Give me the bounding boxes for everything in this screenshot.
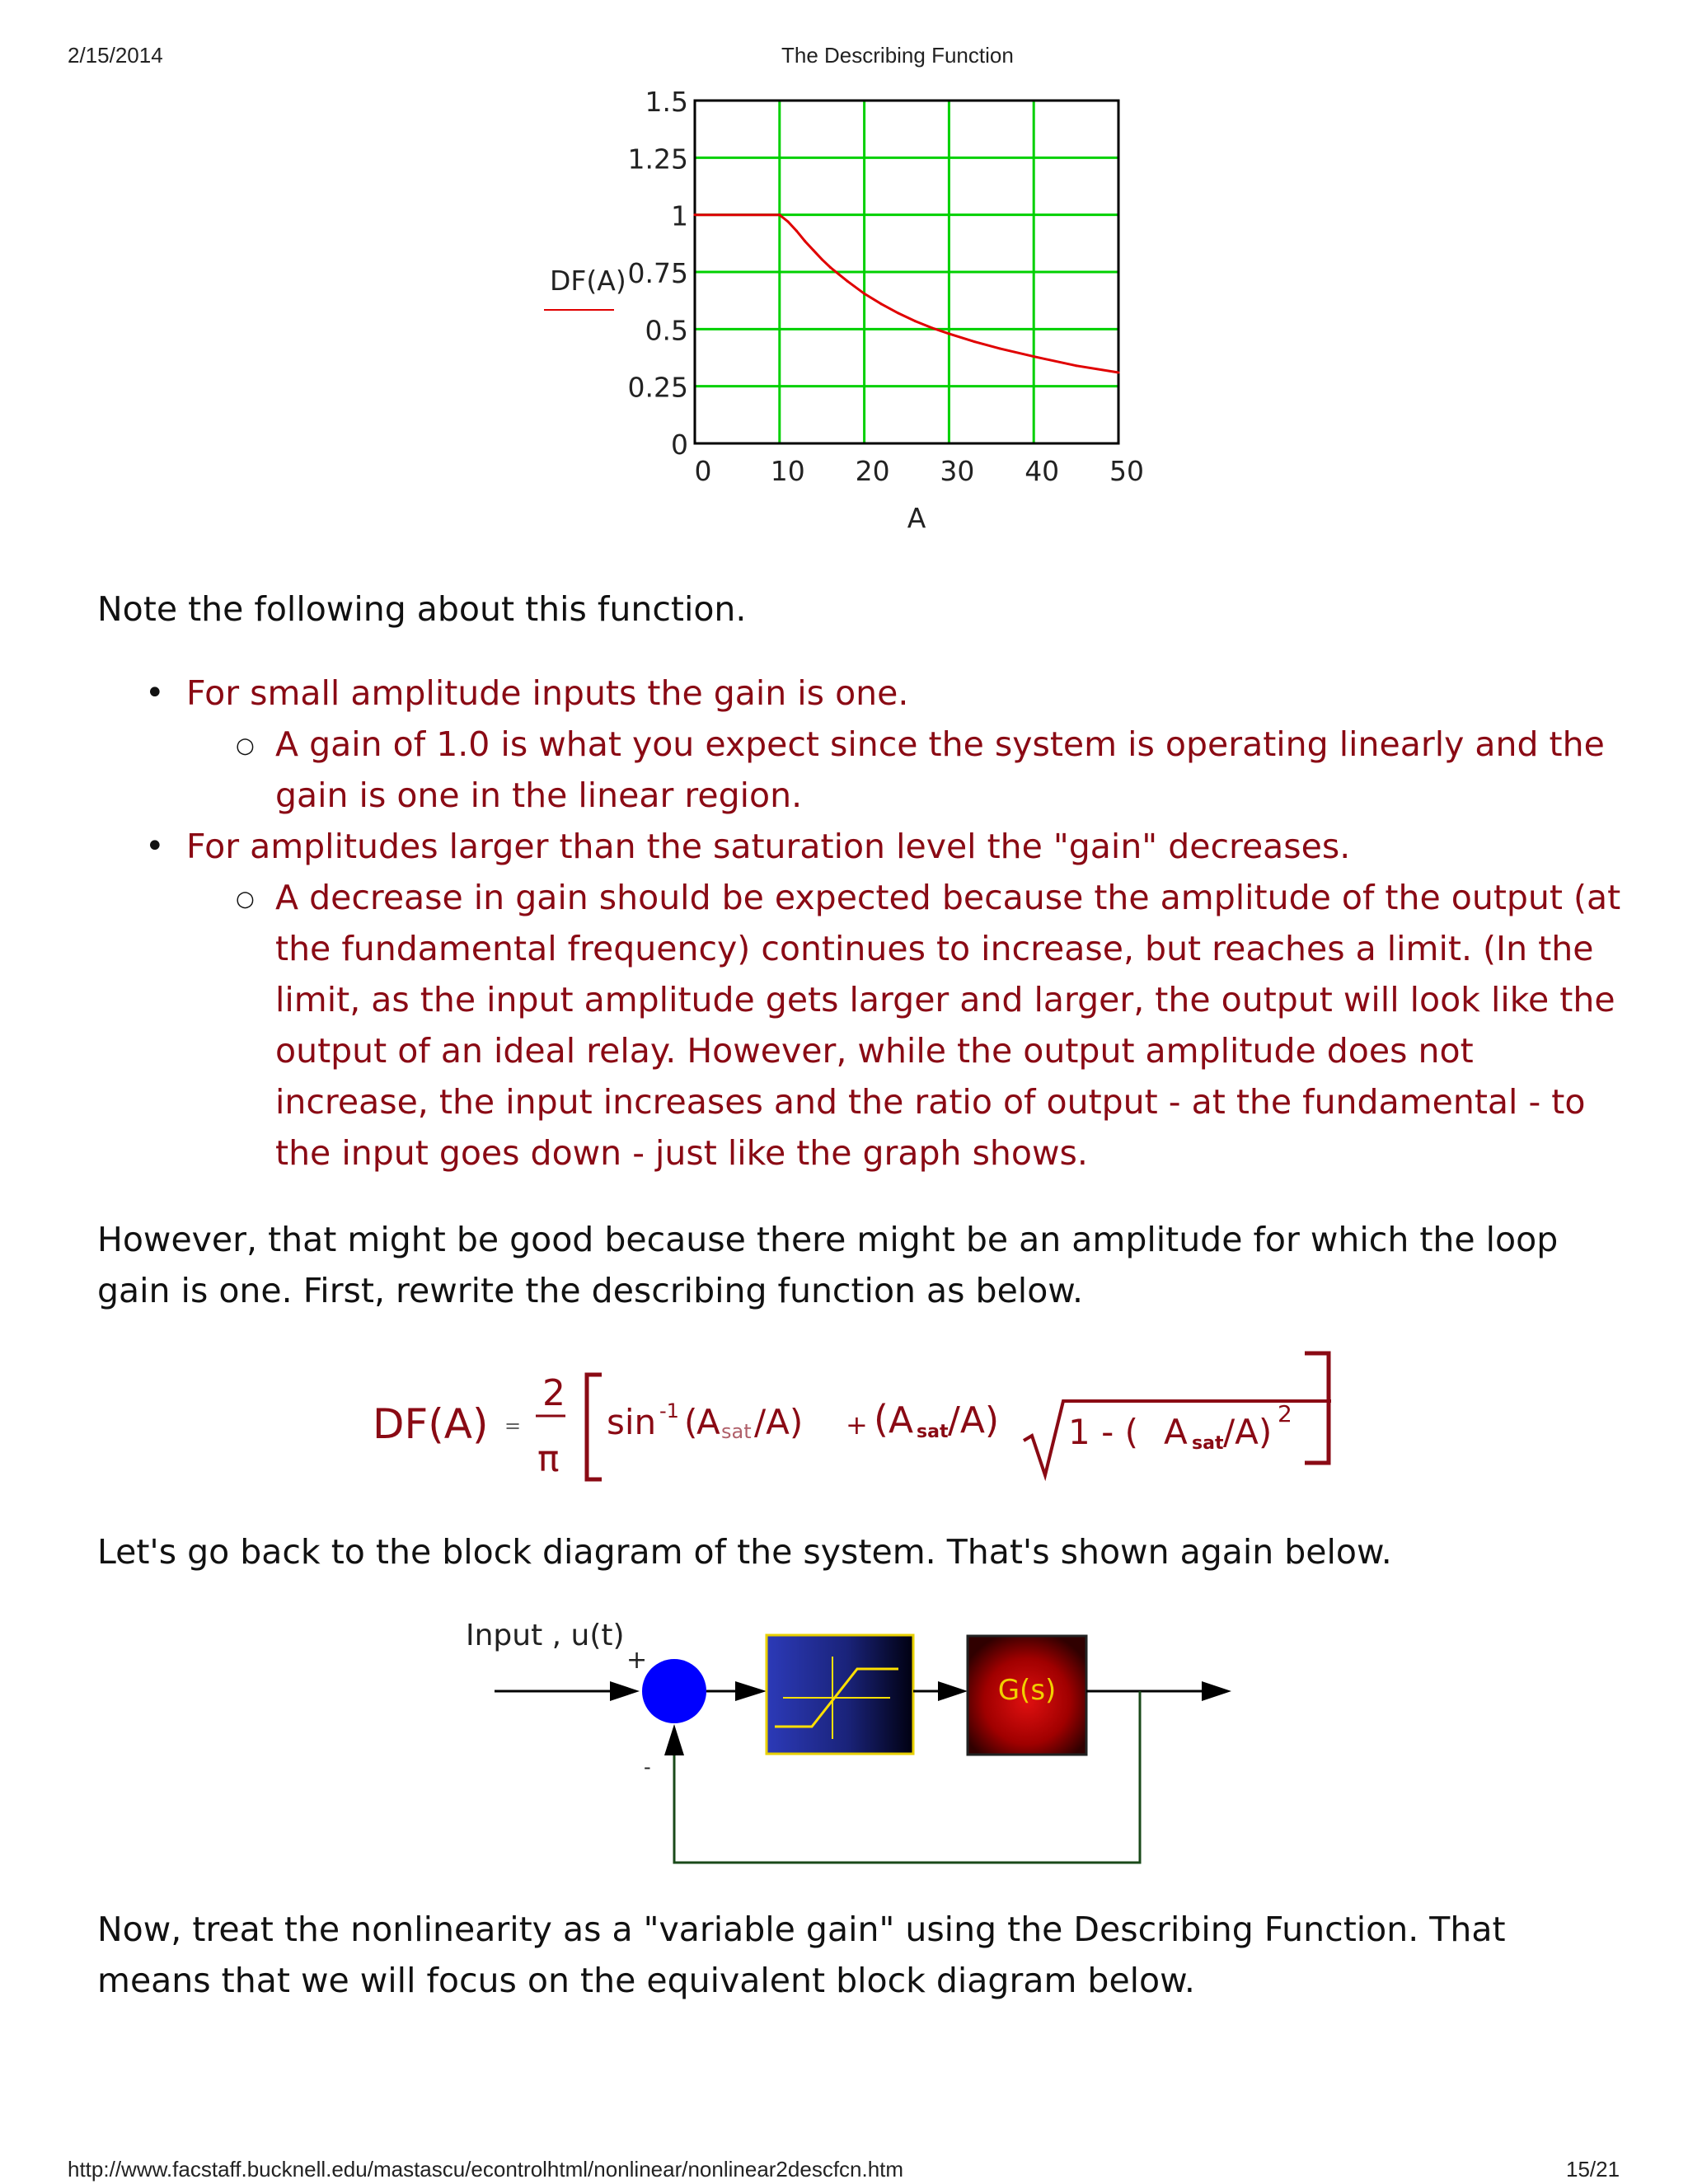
header-date: 2/15/2014 <box>68 43 163 68</box>
equation-a: A <box>889 1399 914 1441</box>
intro-text: Note the following about this function. <box>97 589 747 629</box>
data-point <box>821 258 823 260</box>
x-axis-label: A <box>907 502 926 534</box>
left-bracket <box>587 1375 602 1479</box>
data-point <box>795 230 798 232</box>
x-tick-label: 10 <box>770 455 805 487</box>
data-point <box>880 302 883 305</box>
data-point <box>999 347 1001 349</box>
input-label: Input , u(t) <box>466 1619 625 1652</box>
equation-sat-sub: sat <box>1192 1433 1224 1454</box>
input-arrowhead <box>610 1681 640 1701</box>
equation-lhs: DF(A) <box>373 1400 489 1448</box>
x-tick-label: 0 <box>694 455 712 487</box>
equation-over-a: /A) <box>948 1399 1000 1441</box>
describing-function-chart <box>528 82 1170 544</box>
data-point <box>829 266 832 269</box>
equation-one-minus: 1 - ( <box>1068 1412 1138 1452</box>
data-point <box>863 293 865 295</box>
y-tick-label: 1.5 <box>645 86 688 118</box>
summing-junction <box>642 1659 706 1723</box>
data-point <box>1033 355 1035 358</box>
however-paragraph: However, that might be good because there might be an amplitude for which the loop gain is one. First, rewrite the describing function as below. <box>97 1220 1559 1310</box>
block-diagram <box>462 1607 1245 1879</box>
list-item <box>186 872 1630 1179</box>
equation-over-a: /A) <box>754 1402 804 1442</box>
y-tick-label: 0 <box>671 429 688 461</box>
equation-plus: + <box>846 1409 868 1441</box>
data-point <box>914 320 917 322</box>
list-item <box>97 668 1630 821</box>
data-point <box>931 326 933 329</box>
plant-label: G(s) <box>997 1674 1057 1707</box>
plus-sign: + <box>626 1646 648 1675</box>
data-point <box>1075 364 1077 367</box>
data-point <box>812 249 814 251</box>
minus-sign: - <box>644 1755 651 1779</box>
bullet-text: For small amplitude inputs the gain is one. <box>186 673 909 713</box>
notes-list <box>97 668 1630 1179</box>
y-tick-label: 1.25 <box>627 143 688 176</box>
plant-input-arrowhead <box>938 1681 968 1701</box>
data-point <box>897 312 899 314</box>
x-tick-label: 40 <box>1025 455 1060 487</box>
data-point <box>778 213 781 216</box>
list-item <box>186 719 1630 821</box>
equation-over-a: /A) <box>1223 1412 1273 1452</box>
y-tick-label: 1 <box>671 199 688 232</box>
saturation-nonlinearity-block <box>767 1635 913 1754</box>
equation-numerator: 2 <box>542 1372 565 1414</box>
data-point <box>973 340 976 343</box>
equation-equals: = <box>504 1414 522 1437</box>
x-tick-label: 30 <box>940 455 975 487</box>
sub-bullet-text: A gain of 1.0 is what you expect since the system is operating linearly and the gain is one in the linear region. <box>275 724 1605 815</box>
data-point <box>804 240 806 242</box>
describing-function-equation <box>363 1339 1343 1488</box>
data-point <box>948 332 950 335</box>
header-title: The Describing Function <box>781 43 1014 68</box>
equation-a: A <box>1164 1412 1188 1452</box>
bullet-text: For amplitudes larger than the saturation level the "gain" decreases. <box>186 827 1351 866</box>
feedback-arrowhead <box>664 1724 684 1755</box>
block-diagram-paragraph: Let's go back to the block diagram of the system. That's shown again below. <box>97 1532 1392 1572</box>
equation-open-paren: ( <box>874 1397 889 1441</box>
x-tick-label: 50 <box>1109 455 1144 487</box>
equation-open-paren: ( <box>684 1402 698 1442</box>
equation-square: 2 <box>1278 1400 1292 1427</box>
data-point <box>694 213 696 216</box>
footer-url[interactable]: http://www.facstaff.bucknell.edu/mastascu/econtrolhtml/nonlinear/nonlinear2descfcn.htm <box>68 2157 904 2182</box>
equation-inverse: -1 <box>659 1399 679 1422</box>
footer-page-number: 15/21 <box>1566 2157 1620 2182</box>
data-point <box>1118 372 1120 374</box>
equation-a: A <box>696 1402 720 1442</box>
data-point <box>787 220 790 223</box>
sub-bullet-text: A decrease in gain should be expected because the amplitude of the output (at the fundamental frequency) continues to increase, but reaches a limit. (In the limit, as the input amplitude gets larger and larger, the output will look like the output of an ideal relay. However, while the output amplitude does not increase, the input increases and the ratio of output - at the fundamental - to the input goes down - just like the graph shows. <box>275 878 1621 1173</box>
equation-denominator: π <box>537 1438 560 1480</box>
y-tick-label: 0.25 <box>627 371 688 404</box>
y-tick-label: 0.75 <box>627 257 688 289</box>
output-arrowhead <box>1202 1681 1231 1701</box>
now-paragraph: Now, treat the nonlinearity as a "variable gain" using the Describing Function. That means that we will focus on the equivalent block diagram below. <box>97 1910 1506 2000</box>
list-item <box>97 821 1630 1179</box>
data-point <box>846 280 849 283</box>
equation-sat-sub: sat <box>917 1422 949 1442</box>
equation-sat-sub: sat <box>721 1420 752 1443</box>
right-bracket <box>1305 1353 1329 1463</box>
x-tick-label: 20 <box>855 455 890 487</box>
y-tick-label: 0.5 <box>645 314 688 347</box>
equation-sin: sin <box>607 1402 657 1442</box>
y-axis-label: DF(A) <box>550 265 626 297</box>
error-arrowhead <box>735 1681 767 1701</box>
